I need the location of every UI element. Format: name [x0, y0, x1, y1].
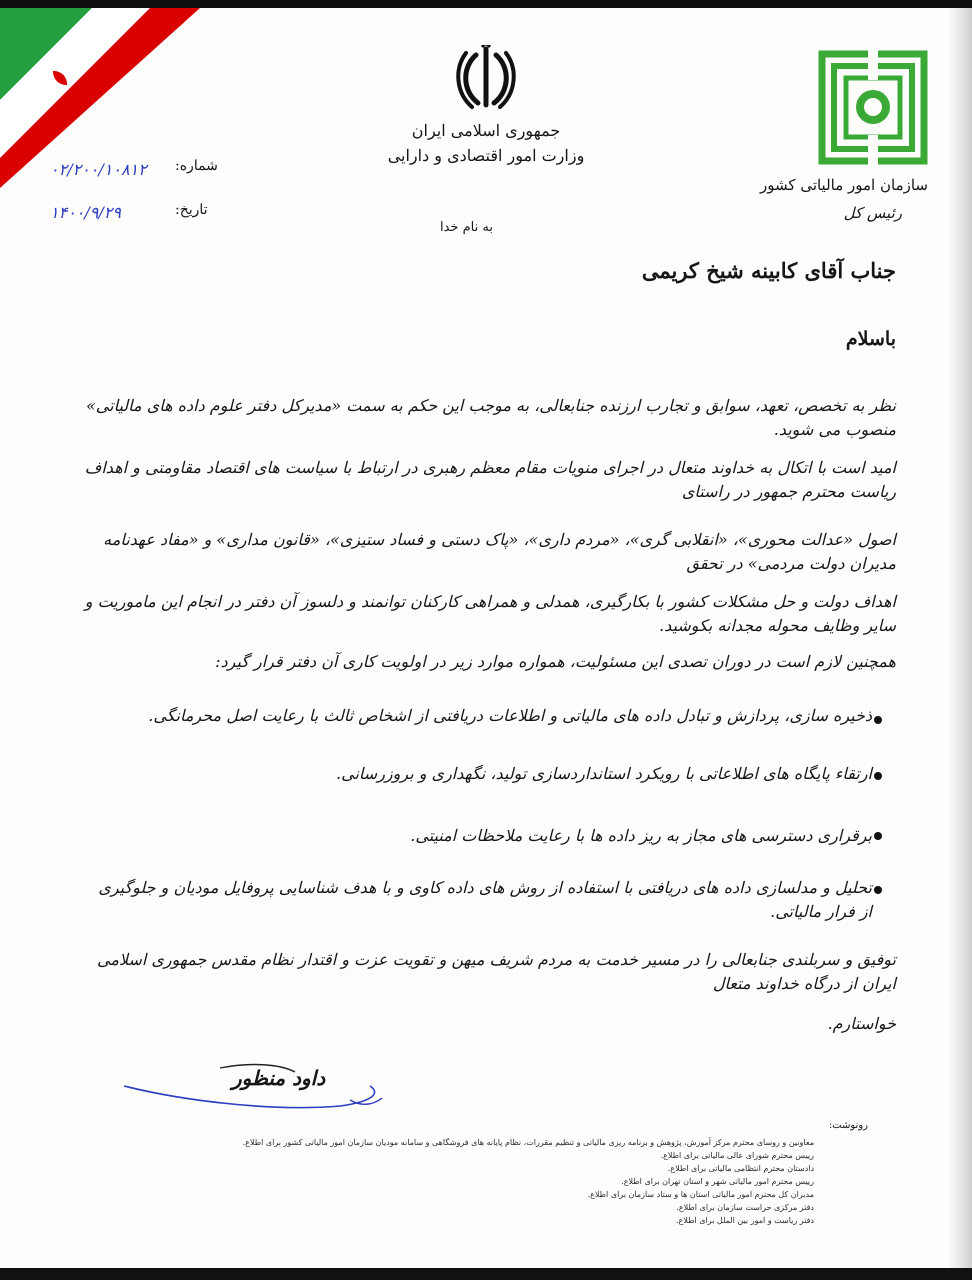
paragraph-closing-line1: توفیق و سربلندی جنابعالی را در مسیر خدمت به مردم شریف میهن و تقویت عزت و اقتدار نظام مقدس جمهوری اسلامی ایران از درگاه خداوند متعال: [97, 950, 896, 993]
signatory-name: داود منظور: [232, 1066, 326, 1090]
number-value: ۰۲/۲۰۰/۱۰۸۱۲: [50, 160, 147, 179]
header-republic: جمهوری اسلامی ایران: [411, 121, 561, 140]
cc-line: مدیران کل محترم امور مالیاتی استان ها و ستاد سازمان برای اطلاع.: [587, 1190, 814, 1199]
cc-line: معاونین و روسای محترم مرکز آموزش، پژوهش و برنامه ریزی مالیاتی و تنظیم مقررات، نظام پایانه های فروشگاهی و سامانه مودیان سازمان امور مالیاتی کشور برای اطلاع.: [242, 1138, 814, 1147]
bullet-dot: [874, 772, 882, 780]
cc-title: رونوشت:: [828, 1120, 868, 1131]
date-value: ۱۴۰۰/۹/۲۹: [50, 203, 121, 222]
header-ministry: وزارت امور اقتصادی و دارایی: [387, 146, 585, 165]
bullet-dot: [874, 716, 882, 724]
priority-item: برقراری دسترسی های مجاز به ریز داده ها با رعایت ملاحظات امنیتی.: [410, 826, 872, 845]
header-org-title: رئیس کل: [843, 204, 902, 222]
bottom-border: [0, 1268, 972, 1280]
priority-item: ارتقاء پایگاه های اطلاعاتی با رویکرد استانداردسازی تولید، نگهداری و بروزرسانی.: [336, 764, 872, 783]
cc-line: دفتر ریاست و امور بین الملل برای اطلاع.: [676, 1216, 814, 1225]
number-label: شماره:: [175, 158, 218, 174]
paragraph-closing-line2: خواستارم.: [827, 1014, 896, 1033]
paragraph-hope-line1: امید است با اتکال به خداوند متعال در اجرای منویات مقام معظم رهبری در ارتباط با سیاست های اقتصاد مقاومتی و اهداف ریاست محترم جمهور در راستای: [84, 458, 896, 501]
paragraph-hope-line2: اصول «عدالت محوری»، «انقلابی گری»، «مردم داری»، «پاک دستی و فساد ستیزی»، «قانون مداری» و «مفاد عهدنامه مدیران دولت مردمی» در تحقق: [103, 530, 896, 573]
priority-item: ذخیره سازی، پردازش و تبادل داده های مالیاتی و اطلاعات دریافتی از اشخاص ثالث با رعایت اصل محرمانگی.: [148, 706, 872, 725]
paragraph-priorities: همچنین لازم است در دوران تصدی این مسئولیت، همواره موارد زیر در اولویت کاری آن دفتر قرار گیرد:: [215, 652, 896, 671]
header-organization: سازمان امور مالیاتی کشور: [760, 176, 928, 194]
cc-line: رییس محترم شورای عالی مالیاتی برای اطلاع.: [660, 1151, 814, 1160]
cc-line: دفتر مرکزی حراست سازمان برای اطلاع.: [676, 1203, 814, 1212]
top-border: [0, 0, 972, 8]
paragraph-hope-line3: اهداف دولت و حل مشکلات کشور با بکارگیری، همدلی و همراهی کارکنان توانمند و دلسوز آن دفتر در انجام این ماموریت و سایر وظایف محوله مجدانه بکوشید.: [84, 592, 896, 635]
bullet-dot: [874, 886, 882, 894]
paragraph-appointment: نظر به تخصص، تعهد، سوابق و تجارب ارزنده جنابعالی، به موجب این حکم به سمت «مدیرکل دفتر علوم داده های مالیاتی» منصوب می شوید.: [86, 396, 896, 439]
cc-line: رییس محترم امور مالیاتی شهر و استان تهران برای اطلاع.: [621, 1177, 814, 1186]
page-edge-shadow: [948, 8, 972, 1268]
greeting: باسلام: [845, 328, 896, 350]
cc-line: دادستان محترم انتظامی مالیاتی برای اطلاع.: [667, 1164, 814, 1173]
iran-emblem-icon: [452, 45, 520, 113]
bismillah: به نام خدا: [440, 220, 493, 235]
addressee: جناب آقای کابینه شیخ کریمی: [641, 258, 896, 283]
tax-organization-logo-icon: [818, 50, 928, 165]
date-label: تاریخ:: [175, 202, 208, 218]
bullet-dot: [874, 832, 882, 840]
priority-item: تحلیل و مدلسازی داده های دریافتی با استفاده از روش های داده کاوی و با هدف شناسایی پروفایل مودیان و جلوگیری از فرار مالیاتی.: [98, 878, 872, 921]
